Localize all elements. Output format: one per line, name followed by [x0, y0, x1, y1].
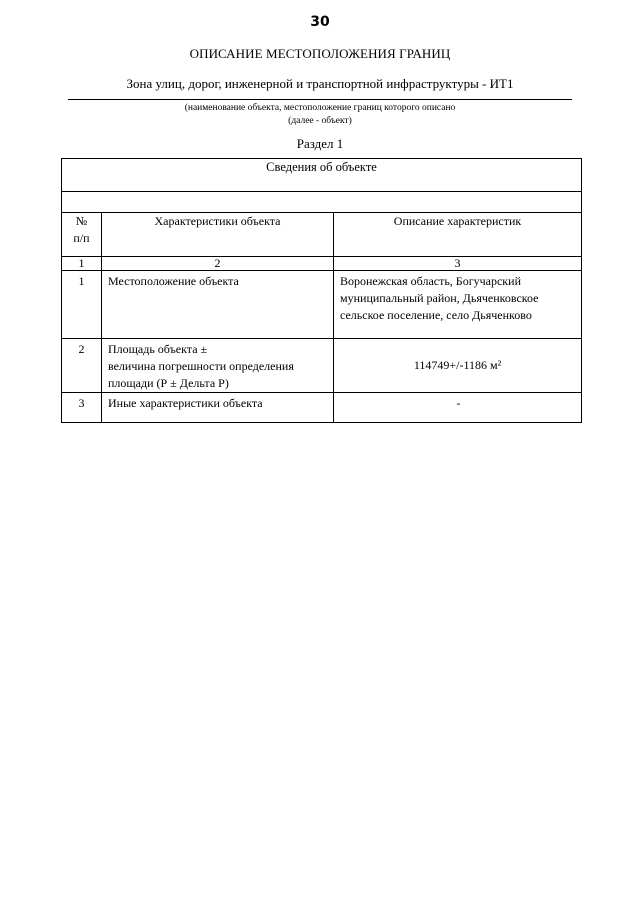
column-number-1: 1 — [62, 257, 102, 271]
row-number: 3 — [62, 393, 102, 423]
column-number-row — [62, 257, 582, 271]
column-number-3: 3 — [334, 257, 582, 271]
row-value: - — [334, 393, 582, 423]
table-empty-row — [62, 192, 582, 213]
table-row-location — [62, 271, 582, 339]
empty-cell — [62, 192, 582, 213]
table-title-row — [62, 159, 582, 192]
row-label: Иные характеристики объекта — [102, 393, 334, 423]
number-abbrev: п/п — [73, 231, 90, 245]
caption-line-1: (наименование объекта, местоположение границ которого описано — [184, 103, 456, 113]
column-header-description: Описание характеристик — [334, 213, 582, 257]
object-name-underline — [68, 99, 572, 100]
row-value: Воронежская область, Богучарский муниципальный район, Дьяченковское сельское поселение, село Дьяченково — [334, 271, 582, 339]
row-label — [102, 339, 334, 393]
table-title: Сведения об объекте — [62, 159, 582, 192]
row-label-line-3: площади (Р ± Дельта Р) — [108, 376, 229, 390]
section-title: Раздел 1 — [296, 136, 344, 151]
row-label-line-2: величина погрешности определения — [108, 359, 294, 373]
table-row-area — [62, 339, 582, 393]
row-label: Местоположение объекта — [102, 271, 334, 339]
column-header-row — [62, 213, 582, 257]
column-number-2: 2 — [102, 257, 334, 271]
table-row-other — [62, 393, 582, 423]
row-number: 2 — [62, 339, 102, 393]
column-header-number — [62, 213, 102, 257]
document-title: ОПИСАНИЕ МЕСТОПОЛОЖЕНИЯ ГРАНИЦ — [189, 46, 451, 61]
number-sign: № — [75, 214, 88, 228]
object-name-caption — [0, 102, 640, 128]
page-number: 30 — [310, 14, 330, 30]
row-value: 114749+/-1186 м² — [334, 339, 582, 393]
caption-line-2: (далее - объект) — [288, 116, 352, 126]
column-header-characteristic: Характеристики объекта — [102, 213, 334, 257]
row-number: 1 — [62, 271, 102, 339]
object-name: Зона улиц, дорог, инженерной и транспортной инфраструктуры - ИТ1 — [126, 76, 514, 91]
object-info-table — [61, 158, 582, 423]
row-label-line-1: Площадь объекта ± — [108, 342, 208, 356]
